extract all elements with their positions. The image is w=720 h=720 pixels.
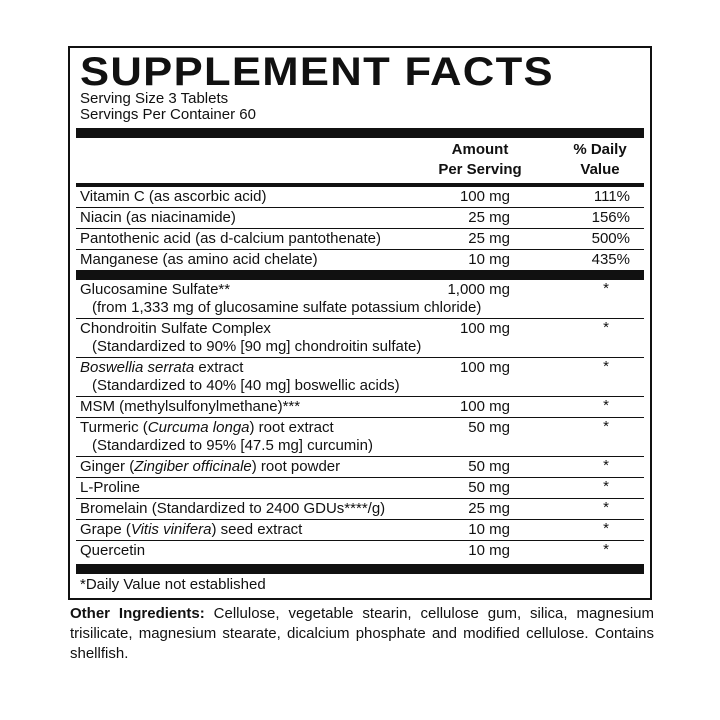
ingredient-amount: 50 mg [468,458,510,475]
ingredient-amount: 50 mg [468,479,510,496]
nutrient-row [76,208,644,229]
ingredient-dv: * [603,520,609,537]
ingredient-name-prefix: Turmeric ( [80,419,148,436]
ingredient-row [76,457,644,478]
nutrient-name: Niacin (as niacinamide) [80,209,236,226]
nutrient-amount: 25 mg [468,230,510,247]
ingredient-name-suffix: ) root extract [249,419,334,436]
ingredient-row [76,499,644,520]
ingredient-dv: * [603,418,609,435]
ingredient-dv: * [603,499,609,516]
ingredient-detail: (Standardized to 90% [90 mg] chondroitin sulfate) [92,338,422,355]
nutrient-row [76,187,644,208]
ingredient-row [76,319,644,358]
header-amount [430,140,530,180]
header-dv-line1: % Daily [573,141,627,158]
header-amount-line2: Per Serving [438,161,522,178]
nutrient-row [76,250,644,270]
ingredient-latin-name: Vitis vinifera [130,521,212,538]
ingredient-name: Glucosamine Sulfate** [80,281,231,298]
other-ingredients [70,604,654,664]
daily-value-footnote: *Daily Value not established [80,576,266,593]
other-ingredients-label: Other Ingredients: [70,605,205,622]
serving-size: Serving Size 3 Tablets [80,90,229,107]
thick-divider-middle [76,270,644,280]
ingredient-row [76,280,644,319]
nutrient-amount: 25 mg [468,209,510,226]
nutrient-dv: 435% [591,251,630,268]
ingredient-name [80,521,644,539]
ingredient-amount: 10 mg [468,521,510,538]
nutrient-dv: 500% [591,230,630,247]
ingredient-detail: (Standardized to 40% [40 mg] boswellic acids) [92,377,400,394]
ingredient-detail: (Standardized to 95% [47.5 mg] curcumin) [92,437,373,454]
nutrient-amount: 100 mg [459,188,510,205]
ingredient-amount: 50 mg [468,419,510,436]
vitamin-rows [76,187,644,270]
ingredient-amount: 10 mg [468,542,510,559]
ingredient-detail: (from 1,333 mg of glucosamine sulfate potassium chloride) [92,299,482,316]
ingredient-name: Chondroitin Sulfate Complex [80,320,271,337]
supplement-facts-panel [68,46,652,600]
ingredient-name: L-Proline [80,479,141,496]
ingredient-dv: * [603,478,609,495]
thick-divider-top [76,128,644,138]
ingredient-row [76,520,644,541]
ingredient-name [80,419,644,437]
ingredient-row [76,478,644,499]
header-dv-line2: Value [580,161,620,178]
header-amount-line1: Amount [451,141,509,158]
thick-divider-bottom [76,564,644,574]
nutrient-dv: 156% [591,209,630,226]
ingredient-name: Bromelain (Standardized to 2400 GDUs****/g) [80,500,386,517]
ingredient-dv: * [603,541,609,558]
ingredient-row [76,397,644,418]
ingredient-row [76,418,644,457]
header-daily-value [550,140,650,180]
ingredient-row [76,541,644,561]
nutrient-name: Pantothenic acid (as d-calcium pantothenate) [80,230,382,247]
ingredient-name: MSM (methylsulfonylmethane)*** [80,398,301,415]
ingredient-dv: * [603,397,609,414]
ingredient-name-suffix: ) seed extract [211,521,303,538]
ingredient-amount: 100 mg [459,359,510,376]
ingredient-name [80,458,644,476]
ingredient-row [76,358,644,397]
nutrient-name: Vitamin C (as ascorbic acid) [80,188,267,205]
nutrient-dv: 111% [593,188,630,205]
nutrient-amount: 10 mg [468,251,510,268]
ingredient-latin-name: Curcuma longa [147,419,250,436]
panel-title: SUPPLEMENT FACTS [80,50,554,94]
nutrient-row [76,229,644,250]
ingredient-dv: * [603,457,609,474]
ingredient-dv: * [603,319,609,336]
ingredient-name-prefix: Grape ( [80,521,131,538]
ingredient-name-prefix: Ginger ( [80,458,135,475]
servings-per-container: Servings Per Container 60 [80,106,256,123]
ingredient-latin-name: Zingiber officinale [134,458,252,475]
ingredient-name-suffix: extract [194,359,244,376]
other-ingredients-text: Cellulose, vegetable stearin, cellulose gum, silica, magnesium trisilicate, magnesium stearate, dicalcium phosphate and modified cellulose. Contains shellfish. [70,605,654,662]
ingredient-rows [76,280,644,561]
ingredient-amount: 25 mg [468,500,510,517]
ingredient-amount: 100 mg [459,320,510,337]
ingredient-dv: * [603,280,609,297]
ingredient-amount: 100 mg [459,398,510,415]
ingredient-amount: 1,000 mg [447,281,510,298]
ingredient-latin-name: Boswellia serrata [80,359,195,376]
ingredient-dv: * [603,358,609,375]
ingredient-name-suffix: ) root powder [251,458,341,475]
nutrient-name: Manganese (as amino acid chelate) [80,251,318,268]
ingredient-name: Quercetin [80,542,146,559]
ingredient-name [80,359,644,377]
